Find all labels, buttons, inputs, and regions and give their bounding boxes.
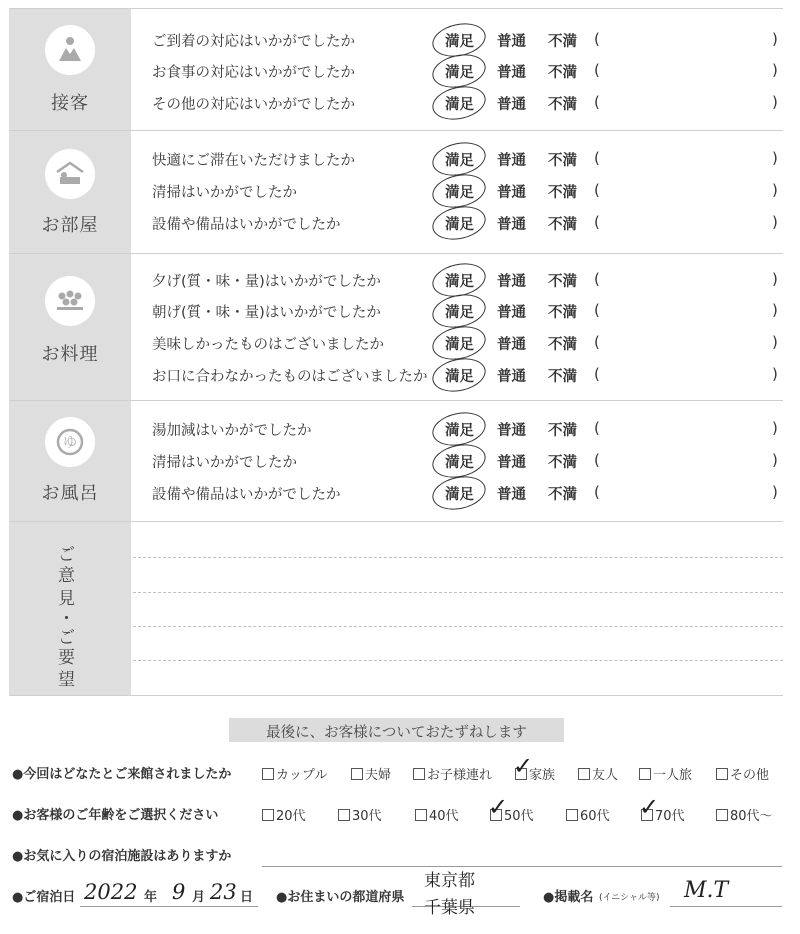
- checkbox-label: 一人旅: [653, 768, 693, 783]
- question-text: 湯加減はいかがでしたか: [152, 423, 312, 439]
- option-normal[interactable]: 普通: [497, 65, 526, 81]
- paren-open: (: [594, 213, 600, 231]
- category-label: お部屋: [41, 215, 99, 236]
- option-satisfied[interactable]: 満足: [445, 423, 474, 439]
- option-normal[interactable]: 普通: [497, 337, 526, 353]
- hospitality-icon: [45, 25, 95, 75]
- svg-text:ゆ: ゆ: [63, 435, 77, 451]
- opinion-char: 要: [58, 648, 75, 668]
- checkbox-option[interactable]: [338, 805, 382, 824]
- option-dissatisfied[interactable]: 不満: [548, 369, 577, 385]
- checkbox-label: 夫婦: [365, 768, 392, 783]
- checkbox-option[interactable]: [566, 805, 610, 824]
- question-text: 美味しかったものはございましたか: [152, 337, 384, 353]
- age-question: ●お客様のご年齢をご選択ください: [12, 808, 219, 823]
- checkbox-option[interactable]: [413, 764, 492, 783]
- option-dissatisfied[interactable]: 不満: [548, 274, 577, 290]
- checkbox-label: 友人: [592, 768, 619, 783]
- checkbox-label: 80代〜: [730, 809, 773, 824]
- category-label: お料理: [41, 344, 99, 365]
- paren-open: (: [594, 301, 600, 319]
- paren-open: (: [594, 419, 600, 437]
- about-banner-text: 最後に、お客様についておたずねします: [266, 725, 527, 741]
- checkbox-box[interactable]: [415, 809, 427, 821]
- favorite-question: ●お気に入りの宿泊施設はありますか: [12, 849, 232, 864]
- question-text: 夕げ(質・味・量)はいかがでしたか: [152, 274, 381, 290]
- option-dissatisfied[interactable]: 不満: [548, 34, 577, 50]
- option-normal[interactable]: 普通: [497, 217, 526, 233]
- option-normal[interactable]: 普通: [497, 153, 526, 169]
- paren-close: ): [772, 270, 778, 288]
- bath-icon: [45, 417, 95, 467]
- paren-close: ): [772, 333, 778, 351]
- option-satisfied[interactable]: 満足: [445, 455, 474, 471]
- paren-close: ): [772, 181, 778, 199]
- option-dissatisfied[interactable]: 不満: [548, 337, 577, 353]
- option-dissatisfied[interactable]: 不満: [548, 305, 577, 321]
- paren-close: ): [772, 149, 778, 167]
- paren-open: (: [594, 483, 600, 501]
- checkbox-box[interactable]: [351, 768, 363, 780]
- checkbox-box[interactable]: [262, 768, 274, 780]
- checkbox-label: 30代: [352, 809, 382, 824]
- question-text: 朝げ(質・味・量)はいかがでしたか: [152, 305, 381, 321]
- option-dissatisfied[interactable]: 不満: [548, 487, 577, 503]
- category-hospitality: [9, 9, 131, 130]
- stay-month[interactable]: 9: [172, 880, 186, 904]
- option-satisfied[interactable]: 満足: [445, 65, 474, 81]
- category-room: [9, 131, 131, 253]
- opinion-line: [133, 626, 783, 627]
- room-icon: [45, 149, 95, 199]
- answer-circle-mark: [429, 354, 488, 397]
- option-satisfied[interactable]: 満足: [445, 34, 474, 50]
- opinion-char: ご: [58, 628, 75, 648]
- option-satisfied[interactable]: 満足: [445, 153, 474, 169]
- question-text: 快適にご滞在いただけましたか: [152, 153, 355, 169]
- checkbox-label: 家族: [529, 768, 556, 783]
- option-normal[interactable]: 普通: [497, 185, 526, 201]
- checkbox-label: カップル: [276, 768, 328, 783]
- residence-label: ●お住まいの都道府県: [276, 890, 405, 905]
- question-text: 清掃はいかがでしたか: [152, 185, 297, 201]
- answer-circle-mark: [429, 472, 488, 515]
- checkbox-box[interactable]: [566, 809, 578, 821]
- option-dissatisfied[interactable]: 不満: [548, 65, 577, 81]
- opinion-line: [133, 592, 783, 593]
- opinion-char: 見: [58, 589, 75, 609]
- question-text: ご到着の対応はいかがでしたか: [152, 34, 355, 50]
- answer-circle-mark: [429, 202, 488, 245]
- paren-open: (: [594, 93, 600, 111]
- pen-name-label: ●掲載名: [543, 890, 594, 905]
- option-satisfied[interactable]: 満足: [445, 305, 474, 321]
- paren-open: (: [594, 149, 600, 167]
- paren-close: ): [772, 61, 778, 79]
- check-mark: ✓: [513, 752, 534, 780]
- option-normal[interactable]: 普通: [497, 305, 526, 321]
- category-label: 接客: [51, 93, 89, 114]
- opinion-line: [133, 660, 783, 661]
- option-dissatisfied[interactable]: 不満: [548, 423, 577, 439]
- option-normal[interactable]: 普通: [497, 487, 526, 503]
- paren-close: ): [772, 30, 778, 48]
- checkbox-option[interactable]: [639, 764, 692, 783]
- opinion-line: [133, 557, 783, 558]
- option-dissatisfied[interactable]: 不満: [548, 153, 577, 169]
- checkbox-option[interactable]: [716, 805, 773, 824]
- paren-open: (: [594, 365, 600, 383]
- option-satisfied[interactable]: 満足: [445, 337, 474, 353]
- option-dissatisfied[interactable]: 不満: [548, 97, 577, 113]
- question-text: その他の対応はいかがでしたか: [152, 97, 355, 113]
- category-bath: [9, 401, 131, 521]
- option-satisfied[interactable]: 満足: [445, 487, 474, 503]
- checkbox-option[interactable]: [262, 764, 327, 783]
- opinion-char: 意: [58, 566, 75, 586]
- option-normal[interactable]: 普通: [497, 274, 526, 290]
- paren-close: ): [772, 213, 778, 231]
- checkbox-box[interactable]: [262, 809, 274, 821]
- stay-month-unit: 月: [192, 890, 206, 905]
- checkbox-label: 60代: [580, 809, 610, 824]
- category-meal: [9, 254, 131, 400]
- stay-date-line: [80, 906, 258, 907]
- checkbox-option[interactable]: [351, 764, 391, 783]
- paren-close: ): [772, 93, 778, 111]
- option-satisfied[interactable]: 満足: [445, 369, 474, 385]
- visit-question: ●今回はどなたとご来館されましたか: [12, 767, 232, 782]
- checkbox-box[interactable]: [716, 809, 728, 821]
- checkbox-label: 70代: [655, 809, 685, 824]
- checkbox-label: お子様連れ: [427, 768, 493, 783]
- option-normal[interactable]: 普通: [497, 423, 526, 439]
- stay-year[interactable]: 2022: [84, 880, 138, 904]
- option-dissatisfied[interactable]: 不満: [548, 217, 577, 233]
- option-normal[interactable]: 普通: [497, 455, 526, 471]
- stay-day[interactable]: 23: [210, 880, 237, 904]
- checkbox-label: 50代: [504, 809, 534, 824]
- checkbox-box[interactable]: [716, 768, 728, 780]
- checkbox-option[interactable]: [415, 805, 459, 824]
- option-satisfied[interactable]: 満足: [445, 217, 474, 233]
- check-mark: ✓: [639, 793, 660, 821]
- paren-open: (: [594, 30, 600, 48]
- option-dissatisfied[interactable]: 不満: [548, 455, 577, 471]
- opinion-char: ご: [58, 545, 75, 565]
- check-mark: ✓: [488, 793, 509, 821]
- opinion-char: 望: [58, 670, 75, 690]
- question-text: 清掃はいかがでしたか: [152, 455, 297, 471]
- paren-open: (: [594, 270, 600, 288]
- option-normal[interactable]: 普通: [497, 34, 526, 50]
- question-text: 設備や備品はいかがでしたか: [152, 487, 341, 503]
- opinion-char: ・: [58, 609, 75, 629]
- pen-name-answer[interactable]: M.T: [684, 878, 729, 903]
- checkbox-box[interactable]: [639, 768, 651, 780]
- option-normal[interactable]: 普通: [497, 97, 526, 113]
- checkbox-option[interactable]: [578, 764, 618, 783]
- pen-name-sub: (イニシャル等): [599, 893, 660, 903]
- question-text: お食事の対応はいかがでしたか: [152, 65, 355, 81]
- checkbox-label: 40代: [429, 809, 459, 824]
- category-label: お風呂: [41, 483, 99, 504]
- question-text: 設備や備品はいかがでしたか: [152, 217, 341, 233]
- answer-circle-mark: [429, 82, 488, 125]
- question-text: お口に合わなかったものはございましたか: [152, 369, 428, 385]
- stay-year-unit: 年: [144, 890, 158, 905]
- paren-close: ): [772, 301, 778, 319]
- residence-answer-1[interactable]: 東京都: [424, 871, 475, 891]
- favorite-answer-line[interactable]: [262, 866, 782, 867]
- paren-close: ): [772, 419, 778, 437]
- paren-open: (: [594, 451, 600, 469]
- pen-name-line: [670, 906, 782, 907]
- checkbox-option[interactable]: [262, 805, 306, 824]
- paren-open: (: [594, 61, 600, 79]
- option-satisfied[interactable]: 満足: [445, 185, 474, 201]
- checkbox-box[interactable]: [578, 768, 590, 780]
- checkbox-label: その他: [730, 768, 770, 783]
- checkbox-box[interactable]: [338, 809, 350, 821]
- paren-open: (: [594, 333, 600, 351]
- residence-answer-2[interactable]: 千葉県: [424, 898, 475, 918]
- option-satisfied[interactable]: 満足: [445, 97, 474, 113]
- paren-close: ): [772, 365, 778, 383]
- option-normal[interactable]: 普通: [497, 369, 526, 385]
- stay-day-unit: 日: [240, 890, 254, 905]
- option-satisfied[interactable]: 満足: [445, 274, 474, 290]
- paren-open: (: [594, 181, 600, 199]
- stay-label: ●ご宿泊日: [12, 890, 76, 905]
- checkbox-label: 20代: [276, 809, 306, 824]
- checkbox-box[interactable]: [413, 768, 425, 780]
- meal-icon: [45, 276, 95, 326]
- option-dissatisfied[interactable]: 不満: [548, 185, 577, 201]
- paren-close: ): [772, 451, 778, 469]
- paren-close: ): [772, 483, 778, 501]
- checkbox-option[interactable]: [716, 764, 769, 783]
